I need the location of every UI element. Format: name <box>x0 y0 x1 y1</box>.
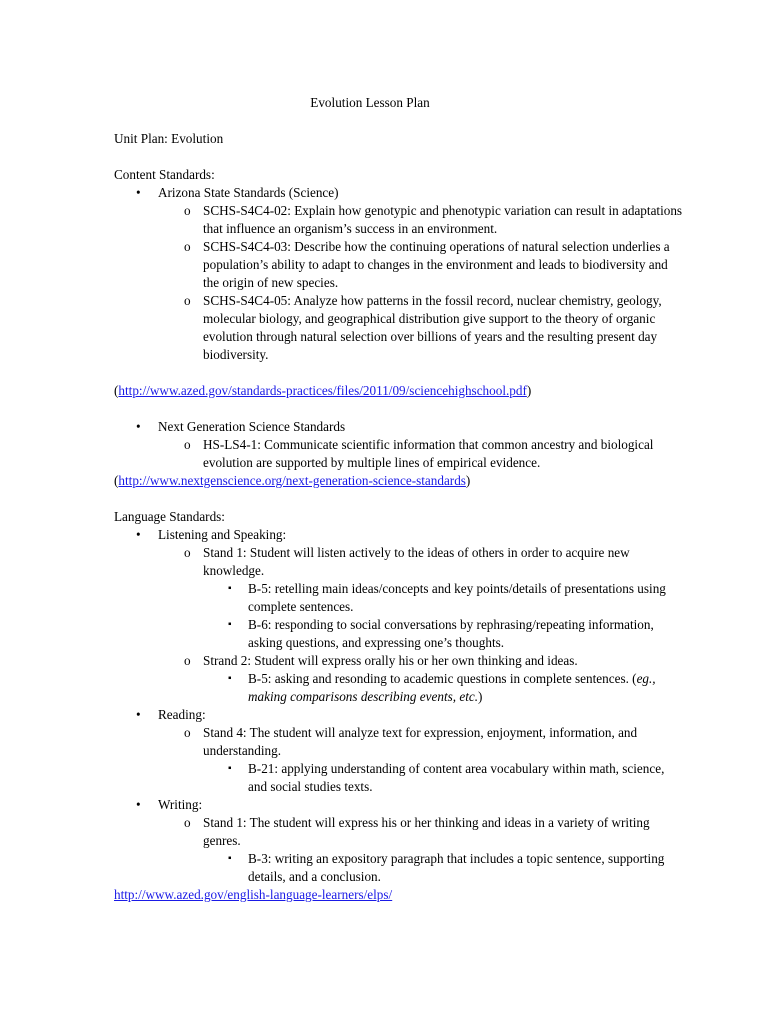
strand-item: Stand 4: The student will analyze text for expression, enjoyment, information, and understanding. <box>203 725 638 758</box>
elps-link-line <box>114 886 684 904</box>
circle-marker: o <box>184 239 191 254</box>
list-item <box>114 202 684 238</box>
content-standards-section <box>114 166 684 364</box>
list-item <box>114 706 684 724</box>
document-title: Evolution Lesson Plan <box>310 95 430 110</box>
benchmark-item: B-21: applying understanding of content area vocabulary within math, science, and social studies texts. <box>248 761 665 794</box>
list-item <box>114 184 684 202</box>
standard-item: HS-LS4-1: Communicate scientific information that common ancestry and biological evolution are supported by multiple lines of empirical evidence. <box>203 437 654 470</box>
list-item <box>114 544 684 580</box>
language-standards-heading: Language Standards: <box>114 509 225 524</box>
list-item <box>114 418 684 436</box>
language-standards-section <box>114 508 684 904</box>
arizona-standards-link[interactable]: http://www.azed.gov/standards-practices/files/2011/09/sciencehighschool.pdf <box>118 383 527 398</box>
listening-label: Listening and Speaking: <box>158 527 287 542</box>
list-item <box>114 436 684 472</box>
list-item <box>114 724 684 760</box>
list-item <box>114 292 684 364</box>
standard-item: SCHS-S4C4-05: Analyze how patterns in the fossil record, nuclear chemistry, geology, molecular biology, and geographical distribution give support to the theory of organic evolution through natural selection over billions of years and the resulting present day biodiversity. <box>203 293 662 362</box>
benchmark-item: B-5: asking and resonding to academic questions in complete sentences. (eg., making comparisons describing events, etc.) <box>248 671 656 704</box>
circle-marker: o <box>184 545 191 560</box>
list-item <box>114 760 684 796</box>
circle-marker: o <box>184 653 191 668</box>
bullet-marker: • <box>136 419 141 434</box>
square-marker: ▪ <box>228 853 232 864</box>
list-item <box>114 616 684 652</box>
circle-marker: o <box>184 293 191 308</box>
circle-marker: o <box>184 203 191 218</box>
square-marker: ▪ <box>228 763 232 774</box>
benchmark-item: B-6: responding to social conversations by rephrasing/repeating information, asking questions, and expressing one’s thoughts. <box>248 617 654 650</box>
benchmark-item: B-5: retelling main ideas/concepts and key points/details of presentations using complete sentences. <box>248 581 666 614</box>
ngss-section <box>114 418 684 472</box>
list-item <box>114 796 684 814</box>
standard-item: SCHS-S4C4-02: Explain how genotypic and phenotypic variation can result in adaptations that influence an organism’s success in an environment. <box>203 203 683 236</box>
square-marker: ▪ <box>228 673 232 684</box>
strand-item: Strand 2: Student will express orally his or her own thinking and ideas. <box>203 653 578 668</box>
square-marker: ▪ <box>228 619 232 630</box>
list-item <box>114 814 684 850</box>
unit-plan-line: Unit Plan: Evolution <box>114 131 224 146</box>
elps-link[interactable]: http://www.azed.gov/english-language-learners/elps/ <box>114 887 393 902</box>
arizona-standards-label: Arizona State Standards (Science) <box>158 185 339 200</box>
list-item <box>114 652 684 670</box>
circle-marker: o <box>184 437 191 452</box>
list-item <box>114 238 684 292</box>
strand-item: Stand 1: Student will listen actively to the ideas of others in order to acquire new knowledge. <box>203 545 630 578</box>
bullet-marker: • <box>136 797 141 812</box>
content-standards-heading: Content Standards: <box>114 167 215 182</box>
list-item <box>114 850 684 886</box>
ngss-label: Next Generation Science Standards <box>158 419 346 434</box>
standard-item: SCHS-S4C4-03: Describe how the continuing operations of natural selection underlies a population’s ability to adapt to changes in the environment and leads to biodiversity and the origin of new species. <box>203 239 670 290</box>
circle-marker: o <box>184 725 191 740</box>
circle-marker: o <box>184 815 191 830</box>
benchmark-item: B-3: writing an expository paragraph that includes a topic sentence, supporting details, and a conclusion. <box>248 851 665 884</box>
list-item <box>114 580 684 616</box>
square-marker: ▪ <box>228 583 232 594</box>
strand-item: Stand 1: The student will express his or her thinking and ideas in a variety of writing genres. <box>203 815 650 848</box>
bullet-marker: • <box>136 707 141 722</box>
reading-label: Reading: <box>158 707 206 722</box>
arizona-link-line: (http://www.azed.gov/standards-practices/files/2011/09/sciencehighschool.pdf) <box>114 383 532 398</box>
ngss-link-line: (http://www.nextgenscience.org/next-generation-science-standards) <box>114 473 471 488</box>
list-item <box>114 670 684 706</box>
list-item <box>114 526 684 544</box>
ngss-link[interactable]: http://www.nextgenscience.org/next-generation-science-standards <box>118 473 466 488</box>
writing-label: Writing: <box>158 797 203 812</box>
bullet-marker: • <box>136 527 141 542</box>
bullet-marker: • <box>136 185 141 200</box>
